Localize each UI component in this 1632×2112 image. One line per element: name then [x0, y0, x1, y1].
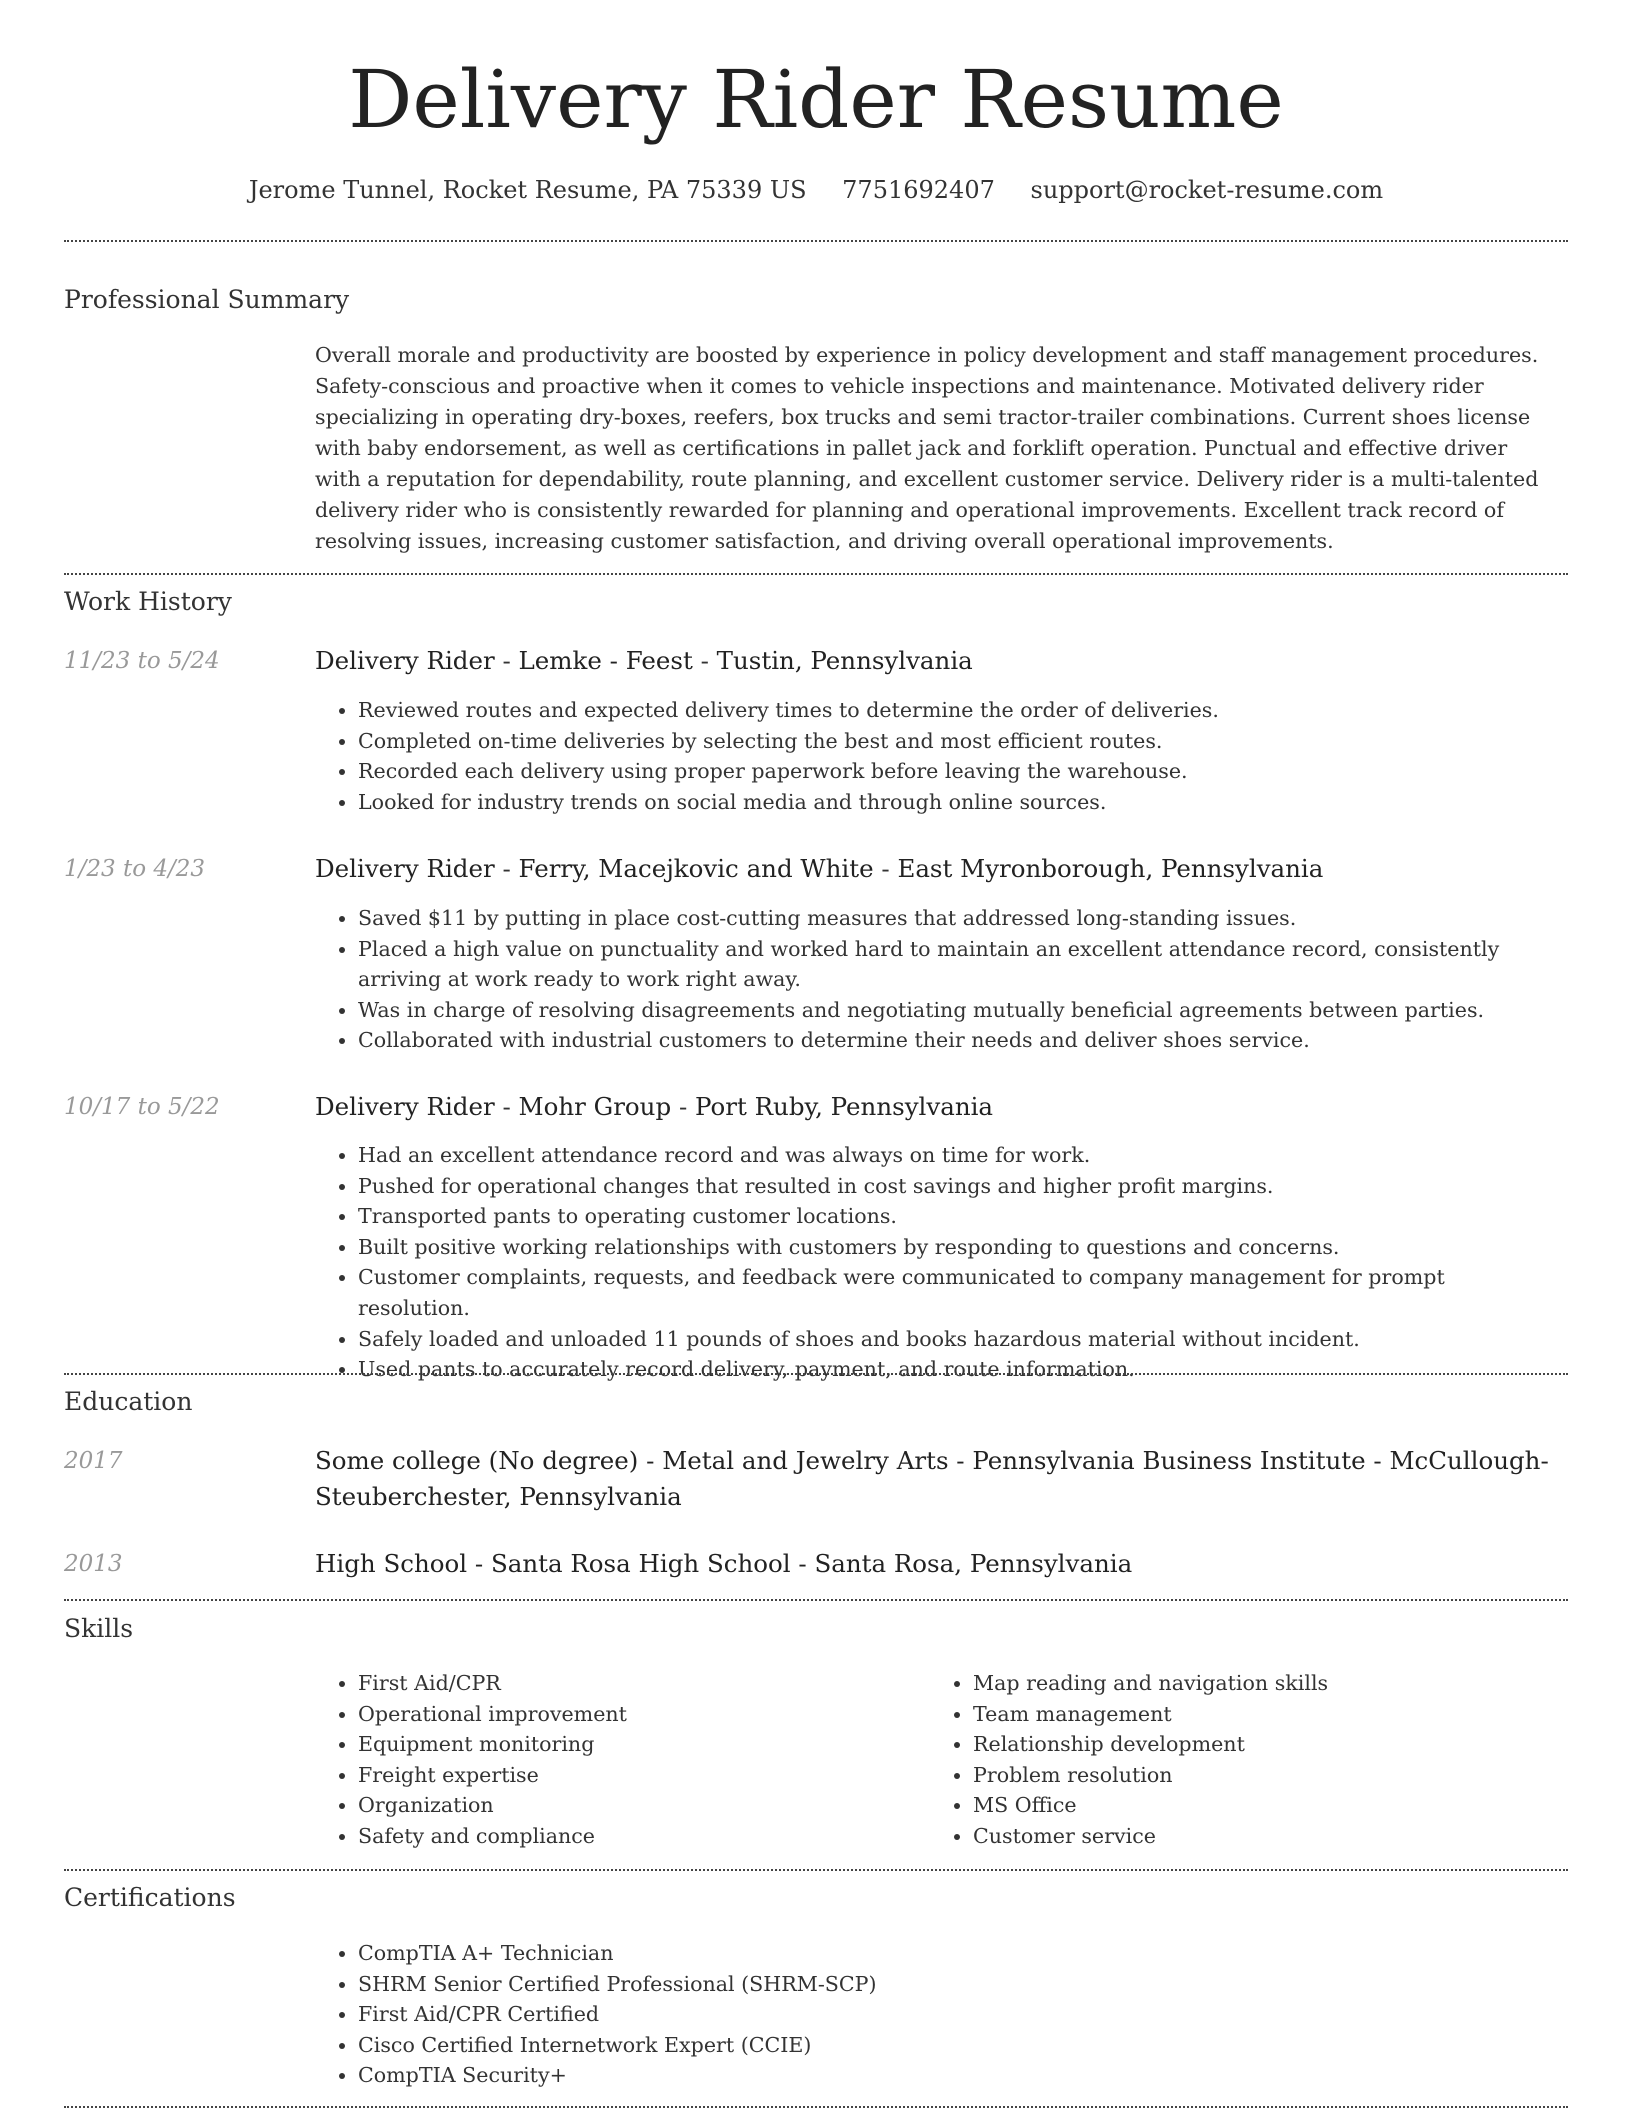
job-dates: 11/23 to 5/24 [64, 648, 220, 674]
list-item: • Problem resolution [973, 1760, 1553, 1791]
list-item: • Had an excellent attendance record and was always on time for work. [358, 1140, 1558, 1171]
section-divider [64, 573, 1568, 575]
list-item: • CompTIA A+ Technician [358, 1938, 1558, 1969]
list-item: • Team management [973, 1699, 1553, 1730]
education-entry: High School - Santa Rosa High School - Santa Rosa, Pennsylvania [315, 1549, 1133, 1578]
section-divider [64, 1373, 1568, 1375]
contact-line [0, 170, 1632, 210]
list-item: • Pushed for operational changes that resulted in cost savings and higher profit margins. [358, 1171, 1558, 1202]
section-title-summary: Professional Summary [64, 285, 350, 314]
list-item: • First Aid/CPR [358, 1668, 918, 1699]
education-field: Metal and Jewelry Arts [662, 1446, 949, 1475]
section-title-certifications: Certifications [64, 1883, 236, 1912]
section-title-skills: Skills [64, 1614, 134, 1643]
section-title-work: Work History [64, 587, 232, 616]
list-item: • Equipment monitoring [358, 1729, 918, 1760]
list-item: • Map reading and navigation skills [973, 1668, 1553, 1699]
list-item: • Freight expertise [358, 1760, 918, 1791]
certifications-list [358, 1938, 1558, 2091]
list-item: • Customer complaints, requests, and feedback were communicated to company management for prompt resolution. [358, 1262, 1558, 1323]
job-employer: Lemke - Feest [518, 646, 693, 675]
education-year: 2017 [64, 1448, 123, 1474]
education-year: 2013 [64, 1551, 123, 1577]
summary-text: Overall morale and productivity are boosted by experience in policy development and staff management procedures. Safety-conscious and proactive when it comes to vehicle inspections and maintenance. Motivated delivery rider specializing in operating dry-boxes, reefers, box trucks and semi tractor-trailer combinations. Current shoes license with baby endorsement, as well as certifications in pallet jack and forklift operation. Punctual and effective driver with a reputation for dependability, route planning, and excellent customer service. Delivery rider is a multi-talented delivery rider who is consistently rewarded for planning and operational improvements. Excellent track record of resolving issues, increasing customer satisfaction, and driving overall operational improvements. [315, 343, 1539, 553]
list-item: • Saved $11 by putting in place cost-cutting measures that addressed long-standing issues. [358, 903, 1558, 934]
list-item: • Placed a high value on punctuality and worked hard to maintain an excellent attendance record, consistently arriving at work ready to work right away. [358, 934, 1558, 995]
education-school: Pennsylvania Business Institute [972, 1446, 1366, 1475]
job-role: Delivery Rider [315, 1092, 495, 1121]
skills-list-left [358, 1668, 918, 1852]
resume-title: Delivery Rider Resume [348, 53, 1284, 146]
list-item: • Transported pants to operating customer locations. [358, 1201, 1558, 1232]
education-location: Santa Rosa, Pennsylvania [814, 1549, 1133, 1578]
list-item: • Built positive working relationships with customers by responding to questions and concerns. [358, 1232, 1558, 1263]
job-dates: 1/23 to 4/23 [64, 856, 206, 882]
list-item: • Reviewed routes and expected delivery times to determine the order of deliveries. [358, 695, 1558, 726]
contact-email: support@rocket-resume.com [1030, 176, 1384, 204]
contact-address: Jerome Tunnel, Rocket Resume, PA 75339 US [248, 176, 807, 204]
list-item: • Collaborated with industrial customers to determine their needs and deliver shoes service. [358, 1025, 1558, 1056]
education-entry: Some college (No degree) - Metal and Jewelry Arts - Pennsylvania Business Institute - McCullough-Steuberchester, Pennsylvania [315, 1446, 1549, 1511]
job-title: Delivery Rider - Mohr Group - Port Ruby, Pennsylvania [315, 1092, 994, 1121]
list-item: • Safely loaded and unloaded 11 pounds of shoes and books hazardous material without incident. [358, 1324, 1558, 1355]
list-item: • MS Office [973, 1790, 1553, 1821]
job-location: Port Ruby, Pennsylvania [695, 1092, 994, 1121]
job-location: Tustin, Pennsylvania [716, 646, 973, 675]
list-item: • Operational improvement [358, 1699, 918, 1730]
education-school: Santa Rosa High School [490, 1549, 791, 1578]
list-item: • First Aid/CPR Certified [358, 1999, 1558, 2030]
job-bullets [358, 695, 1558, 817]
job-role: Delivery Rider [315, 646, 495, 675]
job-employer: Mohr Group [518, 1092, 672, 1121]
section-divider [64, 240, 1568, 242]
job-location: East Myronborough, Pennsylvania [897, 854, 1324, 883]
section-divider [64, 1599, 1568, 1601]
list-item: • CompTIA Security+ [358, 2060, 1558, 2091]
list-item: • SHRM Senior Certified Professional (SHRM-SCP) [358, 1969, 1558, 2000]
contact-phone: 7751692407 [842, 176, 995, 204]
list-item: • Used pants to accurately record delivery, payment, and route information. [358, 1354, 1558, 1385]
list-item: • Relationship development [973, 1729, 1553, 1760]
education-degree: Some college (No degree) [315, 1446, 639, 1475]
job-role: Delivery Rider [315, 854, 495, 883]
job-title: Delivery Rider - Lemke - Feest - Tustin, Pennsylvania [315, 646, 973, 675]
list-item: • Was in charge of resolving disagreements and negotiating mutually beneficial agreements between parties. [358, 995, 1558, 1026]
education-location: McCullough-Steuberchester, Pennsylvania [315, 1446, 1549, 1511]
section-title-education: Education [64, 1387, 193, 1416]
education-degree: High School [315, 1549, 468, 1578]
list-item: • Cisco Certified Internetwork Expert (CCIE) [358, 2030, 1558, 2061]
list-item: • Recorded each delivery using proper paperwork before leaving the warehouse. [358, 756, 1558, 787]
job-employer: Ferry, Macejkovic and White [518, 854, 874, 883]
list-item: • Completed on-time deliveries by selecting the best and most efficient routes. [358, 726, 1558, 757]
skills-list-right [973, 1668, 1553, 1852]
list-item: • Organization [358, 1790, 918, 1821]
list-item: • Safety and compliance [358, 1821, 918, 1852]
job-title: Delivery Rider - Ferry, Macejkovic and White - East Myronborough, Pennsylvania [315, 854, 1324, 883]
job-bullets [358, 1140, 1558, 1385]
job-dates: 10/17 to 5/22 [64, 1094, 220, 1120]
section-divider [64, 1869, 1568, 1871]
section-divider [64, 2106, 1568, 2108]
list-item: • Looked for industry trends on social media and through online sources. [358, 787, 1558, 818]
job-bullets [358, 903, 1558, 1056]
list-item: • Customer service [973, 1821, 1553, 1852]
